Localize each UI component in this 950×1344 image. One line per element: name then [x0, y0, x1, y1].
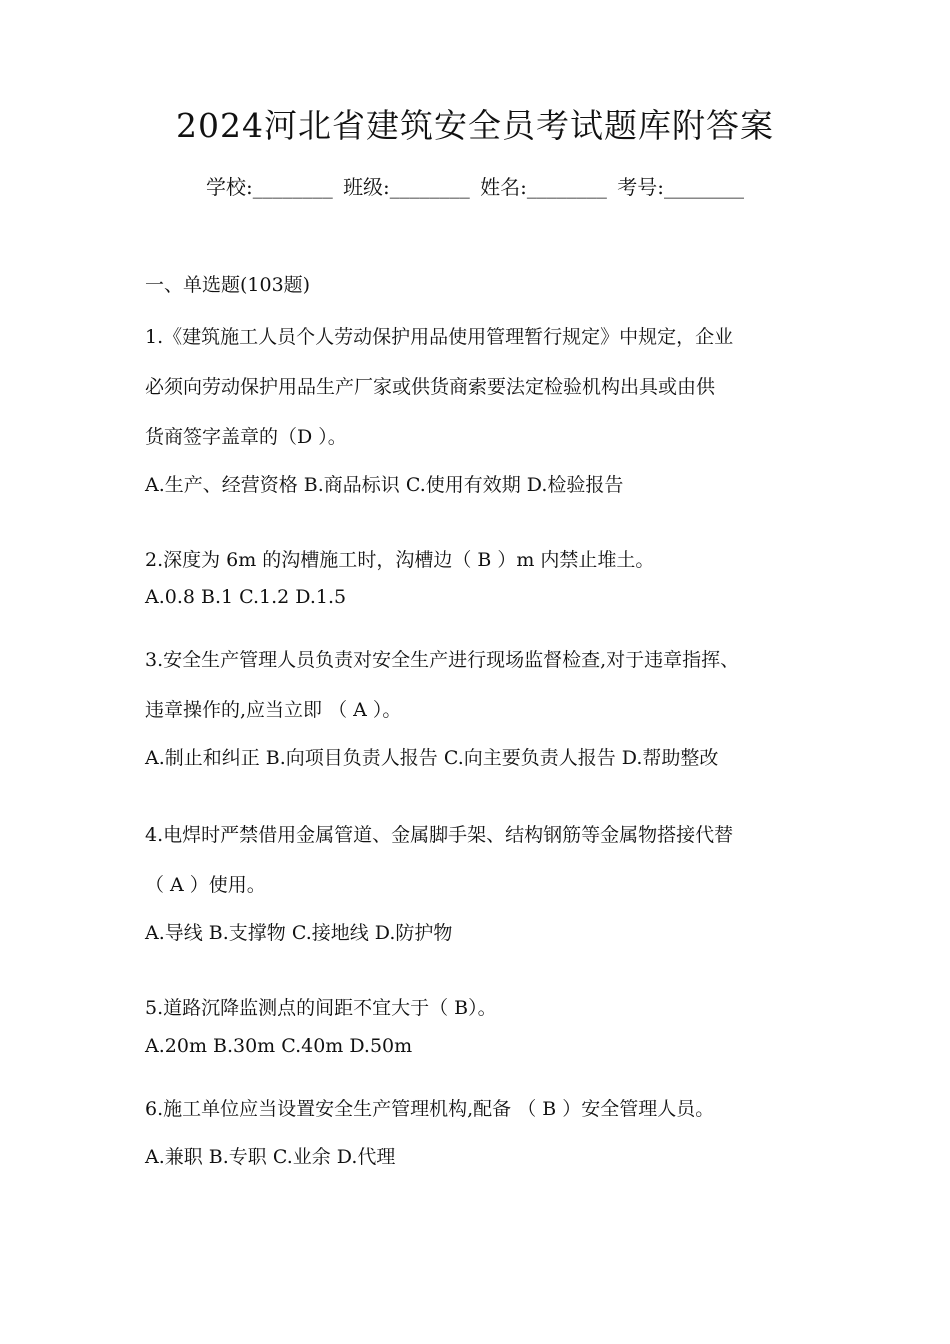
question-6 [145, 1084, 810, 1134]
document-title: 2024河北省建筑安全员考试题库附答案 [176, 106, 774, 145]
question-2 [145, 535, 810, 585]
question-1-options: A.生产、经营资格 B.商品标识 C.使用有效期 D.检验报告 [145, 474, 624, 496]
question-4-options: A.导线 B.支撑物 C.接地线 D.防护物 [145, 922, 453, 944]
question-1-line-3: 货商签字盖章的（D ）。 [145, 426, 347, 448]
class-field: 班级:________ [343, 175, 470, 199]
question-2-line-1: 2.深度为 6m 的沟槽施工时，沟槽边（ B ）m 内禁止堆土。 [145, 549, 655, 571]
exam-number-field: 考号:________ [617, 175, 745, 199]
question-3-line-1: 3.安全生产管理人员负责对安全生产进行现场监督检查,对于违章指挥、 [145, 649, 740, 671]
student-info-fields [0, 170, 950, 204]
question-4-line-1: 4.电焊时严禁借用金属管道、金属脚手架、结构钢筋等金属物搭接代替 [145, 824, 734, 846]
school-field: 学校:________ [205, 175, 333, 199]
question-1 [145, 312, 810, 462]
name-field: 姓名:________ [480, 175, 607, 199]
question-5 [145, 983, 810, 1033]
question-2-options: A.0.8 B.1 C.1.2 D.1.5 [145, 586, 347, 608]
question-1-line-2: 必须向劳动保护用品生产厂家或供货商索要法定检验机构出具或由供 [145, 376, 716, 398]
question-6-options: A.兼职 B.专职 C.业余 D.代理 [145, 1146, 396, 1168]
question-6-line-1: 6.施工单位应当设置安全生产管理机构,配备 （ B ）安全管理人员。 [145, 1098, 715, 1120]
question-5-line-1: 5.道路沉降监测点的间距不宜大于（ B）。 [145, 997, 497, 1019]
question-5-options: A.20m B.30m C.40m D.50m [145, 1035, 413, 1057]
question-3-line-2: 违章操作的,应当立即 （ A ）。 [145, 699, 402, 721]
question-4-line-2: （ A ）使用。 [145, 874, 266, 896]
question-1-line-1: 1.《建筑施工人员个人劳动保护用品使用管理暂行规定》中规定，企业 [145, 326, 734, 348]
question-4 [145, 810, 810, 910]
section-heading: 一、单选题(103题) [145, 274, 311, 296]
question-3 [145, 635, 810, 735]
question-3-options: A.制止和纠正 B.向项目负责人报告 C.向主要负责人报告 D.帮助整改 [145, 747, 719, 769]
